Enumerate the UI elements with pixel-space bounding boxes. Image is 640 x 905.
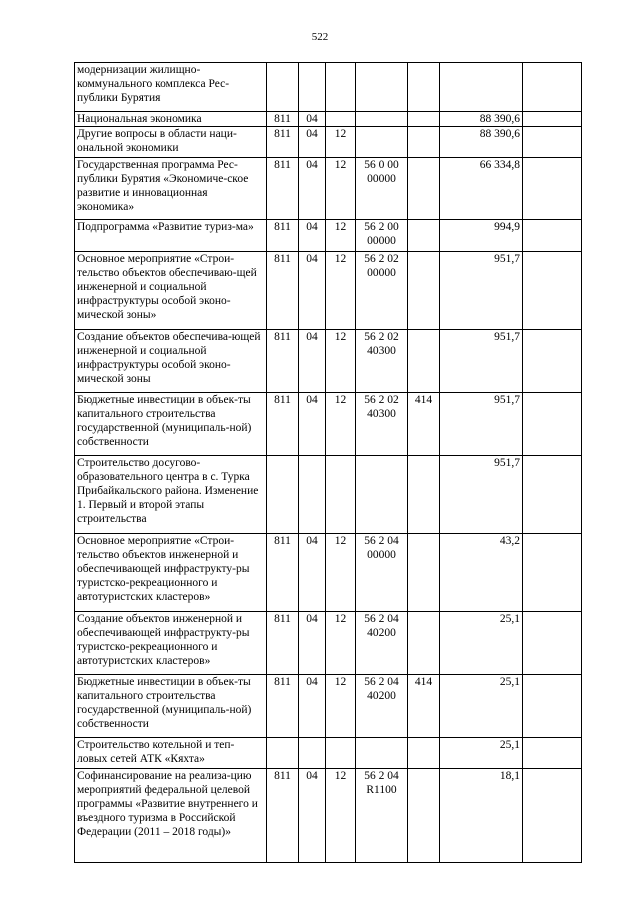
- table-row: [75, 534, 582, 612]
- target-article-cell: 56 2 02 00000: [356, 252, 408, 330]
- ministry-code-cell: 811: [267, 675, 299, 738]
- expense-type-cell: 414: [408, 675, 440, 738]
- amount-extra-cell: [523, 675, 582, 738]
- amount-cell: 43,2: [440, 534, 523, 612]
- amount-extra-cell: [523, 158, 582, 220]
- amount-cell: 951,7: [440, 393, 523, 456]
- table-row: [75, 675, 582, 738]
- expense-type-cell: [408, 738, 440, 769]
- table-row: [75, 769, 582, 863]
- target-article-cell: 56 2 04 40200: [356, 675, 408, 738]
- expense-type-cell: 414: [408, 393, 440, 456]
- target-article-cell: 56 2 02 40300: [356, 330, 408, 393]
- row-name-cell: Строительство котельной и теп-ловых сетей АТК «Кяхта»: [75, 738, 267, 769]
- subsection-code-cell: 12: [326, 675, 356, 738]
- ministry-code-cell: 811: [267, 534, 299, 612]
- table-row: [75, 738, 582, 769]
- ministry-code-cell: 811: [267, 252, 299, 330]
- ministry-code-cell: 811: [267, 127, 299, 158]
- expense-type-cell: [408, 612, 440, 675]
- ministry-code-cell: 811: [267, 330, 299, 393]
- table-row: [75, 63, 582, 112]
- section-code-cell: 04: [299, 252, 326, 330]
- target-article-cell: 56 2 04 40200: [356, 612, 408, 675]
- amount-cell: 88 390,6: [440, 112, 523, 127]
- subsection-code-cell: 12: [326, 534, 356, 612]
- amount-extra-cell: [523, 534, 582, 612]
- ministry-code-cell: 811: [267, 220, 299, 252]
- subsection-code-cell: 12: [326, 127, 356, 158]
- row-name-cell: Создание объектов обеспечива-ющей инженерной и социальной инфраструктуры особой эконо-мической зоны: [75, 330, 267, 393]
- amount-cell: [440, 63, 523, 112]
- subsection-code-cell: 12: [326, 158, 356, 220]
- expense-type-cell: [408, 158, 440, 220]
- ministry-code-cell: 811: [267, 112, 299, 127]
- expense-type-cell: [408, 63, 440, 112]
- row-name-cell: Создание объектов инженерной и обеспечивающей инфраструкту-ры туристско-рекреационного и автотуристских кластеров»: [75, 612, 267, 675]
- row-name-cell: Бюджетные инвестиции в объек-ты капитального строительства государственной (муниципаль-ной) собственности: [75, 675, 267, 738]
- section-code-cell: 04: [299, 393, 326, 456]
- section-code-cell: 04: [299, 675, 326, 738]
- ministry-code-cell: 811: [267, 769, 299, 863]
- table-row: [75, 330, 582, 393]
- target-article-cell: 56 2 04 R1100: [356, 769, 408, 863]
- amount-cell: 951,7: [440, 456, 523, 534]
- row-name-cell: Основное мероприятие «Строи-тельство объектов обеспечиваю-щей инженерной и социальной инфраструктуры особой эконо-мической зоны»: [75, 252, 267, 330]
- subsection-code-cell: 12: [326, 769, 356, 863]
- section-code-cell: 04: [299, 534, 326, 612]
- amount-cell: 88 390,6: [440, 127, 523, 158]
- target-article-cell: [356, 456, 408, 534]
- table-row: [75, 252, 582, 330]
- expense-type-cell: [408, 534, 440, 612]
- budget-table: [74, 62, 582, 863]
- section-code-cell: 04: [299, 112, 326, 127]
- table-row: [75, 112, 582, 127]
- section-code-cell: [299, 456, 326, 534]
- target-article-cell: [356, 63, 408, 112]
- ministry-code-cell: 811: [267, 612, 299, 675]
- table-row: [75, 158, 582, 220]
- subsection-code-cell: [326, 63, 356, 112]
- subsection-code-cell: 12: [326, 612, 356, 675]
- amount-extra-cell: [523, 220, 582, 252]
- amount-extra-cell: [523, 612, 582, 675]
- section-code-cell: [299, 738, 326, 769]
- subsection-code-cell: 12: [326, 330, 356, 393]
- subsection-code-cell: 12: [326, 393, 356, 456]
- section-code-cell: 04: [299, 158, 326, 220]
- amount-cell: 18,1: [440, 769, 523, 863]
- section-code-cell: 04: [299, 127, 326, 158]
- expense-type-cell: [408, 220, 440, 252]
- amount-cell: 951,7: [440, 252, 523, 330]
- row-name-cell: Бюджетные инвестиции в объек-ты капитального строительства государственной (муниципаль-ной) собственности: [75, 393, 267, 456]
- row-name-cell: Другие вопросы в области наци-ональной экономики: [75, 127, 267, 158]
- amount-cell: 951,7: [440, 330, 523, 393]
- row-name-cell: Строительство досугово-образовательного центра в с. Турка Прибайкальского района. Изменение 1. Первый и второй этапы строительства: [75, 456, 267, 534]
- subsection-code-cell: 12: [326, 220, 356, 252]
- table-row: [75, 612, 582, 675]
- amount-extra-cell: [523, 63, 582, 112]
- amount-extra-cell: [523, 252, 582, 330]
- target-article-cell: 56 2 00 00000: [356, 220, 408, 252]
- ministry-code-cell: [267, 456, 299, 534]
- expense-type-cell: [408, 127, 440, 158]
- amount-extra-cell: [523, 127, 582, 158]
- row-name-cell: Национальная экономика: [75, 112, 267, 127]
- page-number: 522: [311, 31, 329, 43]
- target-article-cell: [356, 112, 408, 127]
- amount-extra-cell: [523, 330, 582, 393]
- target-article-cell: [356, 738, 408, 769]
- amount-extra-cell: [523, 112, 582, 127]
- section-code-cell: 04: [299, 612, 326, 675]
- target-article-cell: 56 2 04 00000: [356, 534, 408, 612]
- amount-extra-cell: [523, 769, 582, 863]
- table-row: [75, 127, 582, 158]
- ministry-code-cell: 811: [267, 393, 299, 456]
- amount-extra-cell: [523, 393, 582, 456]
- row-name-cell: модернизации жилищно-коммунального комплекса Рес-публики Бурятия: [75, 63, 267, 112]
- target-article-cell: 56 2 02 40300: [356, 393, 408, 456]
- table-row: [75, 456, 582, 534]
- amount-cell: 25,1: [440, 675, 523, 738]
- amount-cell: 994,9: [440, 220, 523, 252]
- expense-type-cell: [408, 769, 440, 863]
- subsection-code-cell: [326, 112, 356, 127]
- row-name-cell: Государственная программа Рес-публики Бурятия «Экономиче-ское развитие и инновационная экономика»: [75, 158, 267, 220]
- ministry-code-cell: [267, 63, 299, 112]
- amount-cell: 66 334,8: [440, 158, 523, 220]
- row-name-cell: Основное мероприятие «Строи-тельство объектов инженерной и обеспечивающей инфраструкту-ры туристско-рекреационного и автотуристских кластеров»: [75, 534, 267, 612]
- amount-extra-cell: [523, 738, 582, 769]
- expense-type-cell: [408, 112, 440, 127]
- subsection-code-cell: [326, 738, 356, 769]
- section-code-cell: 04: [299, 220, 326, 252]
- amount-cell: 25,1: [440, 612, 523, 675]
- target-article-cell: [356, 127, 408, 158]
- ministry-code-cell: [267, 738, 299, 769]
- subsection-code-cell: [326, 456, 356, 534]
- ministry-code-cell: 811: [267, 158, 299, 220]
- target-article-cell: 56 0 00 00000: [356, 158, 408, 220]
- section-code-cell: [299, 63, 326, 112]
- expense-type-cell: [408, 456, 440, 534]
- expense-type-cell: [408, 330, 440, 393]
- row-name-cell: Подпрограмма «Развитие туриз-ма»: [75, 220, 267, 252]
- section-code-cell: 04: [299, 330, 326, 393]
- row-name-cell: Софинансирование на реализа-цию мероприятий федеральной целевой программы «Развитие внутреннего и въездного туризма в Российской Федерации (2011 – 2018 годы)»: [75, 769, 267, 863]
- expense-type-cell: [408, 252, 440, 330]
- section-code-cell: 04: [299, 769, 326, 863]
- subsection-code-cell: 12: [326, 252, 356, 330]
- table-row: [75, 220, 582, 252]
- amount-cell: 25,1: [440, 738, 523, 769]
- table-row: [75, 393, 582, 456]
- amount-extra-cell: [523, 456, 582, 534]
